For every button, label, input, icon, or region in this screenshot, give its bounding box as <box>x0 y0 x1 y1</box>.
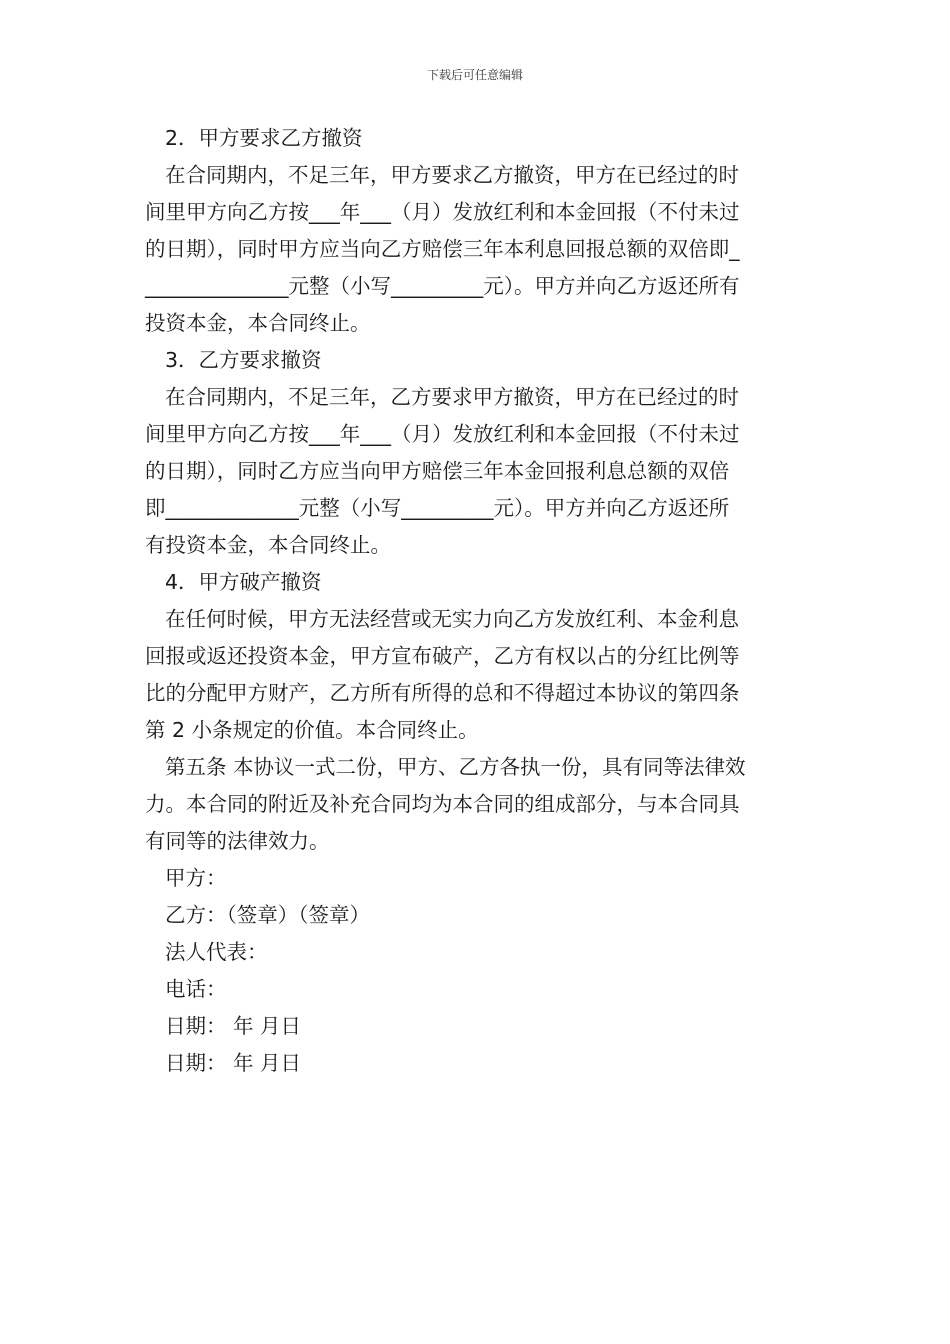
paragraph-line: 间里甲方向乙方按___年___（月）发放红利和本金回报（不付未过 <box>145 422 740 446</box>
paragraph-line: 第 2 小条规定的价值。本合同终止。 <box>145 718 479 742</box>
section-heading-4: 4．甲方破产撤资 <box>165 570 322 594</box>
paragraph-line: 在合同期内，不足三年，甲方要求乙方撤资，甲方在已经过的时 <box>165 163 739 187</box>
signature-party-a: 甲方： <box>165 866 227 890</box>
document-body <box>145 120 809 1082</box>
paragraph-line: 间里甲方向乙方按___年___（月）发放红利和本金回报（不付未过 <box>145 200 740 224</box>
paragraph-line: 比的分配甲方财产，乙方所有所得的总和不得超过本协议的第四条 <box>145 681 740 705</box>
paragraph-line: 有投资本金，本合同终止。 <box>145 533 391 557</box>
page-header-note: 下载后可任意编辑 <box>426 68 523 82</box>
signature-date: 日期： 年 月日 <box>165 1014 302 1038</box>
paragraph-line: 的日期），同时乙方应当向甲方赔偿三年本金回报利息总额的双倍 <box>145 459 730 483</box>
signature-phone: 电话： <box>165 977 227 1001</box>
signature-date: 日期： 年 月日 <box>165 1051 302 1075</box>
section-heading-3: 3．乙方要求撤资 <box>165 348 322 372</box>
paragraph-line: 在任何时候，甲方无法经营或无实力向乙方发放红利、本金利息 <box>165 607 739 631</box>
paragraph-line: 在合同期内，不足三年，乙方要求甲方撤资，甲方在已经过的时 <box>165 385 739 409</box>
paragraph-line: 力。本合同的附近及补充合同均为本合同的组成部分，与本合同具 <box>145 792 740 816</box>
section-heading-2: 2．甲方要求乙方撤资 <box>165 126 363 150</box>
paragraph-line: 的日期），同时甲方应当向乙方赔偿三年本利息回报总额的双倍即_ <box>145 237 740 261</box>
paragraph-line: 即_____________元整（小写_________元）。甲方并向乙方返还所 <box>145 496 730 520</box>
paragraph-line: 投资本金，本合同终止。 <box>145 311 371 335</box>
paragraph-line: ______________元整（小写_________元）。甲方并向乙方返还所有 <box>145 274 740 298</box>
paragraph-line: 回报或返还投资本金，甲方宣布破产，乙方有权以占的分红比例等 <box>145 644 740 668</box>
signature-party-b: 乙方：（签章）（签章） <box>165 903 370 927</box>
article-five-line: 第五条 本协议一式二份，甲方、乙方各执一份，具有同等法律效 <box>165 755 746 779</box>
signature-legal-rep: 法人代表： <box>165 940 268 964</box>
paragraph-line: 有同等的法律效力。 <box>145 829 330 853</box>
